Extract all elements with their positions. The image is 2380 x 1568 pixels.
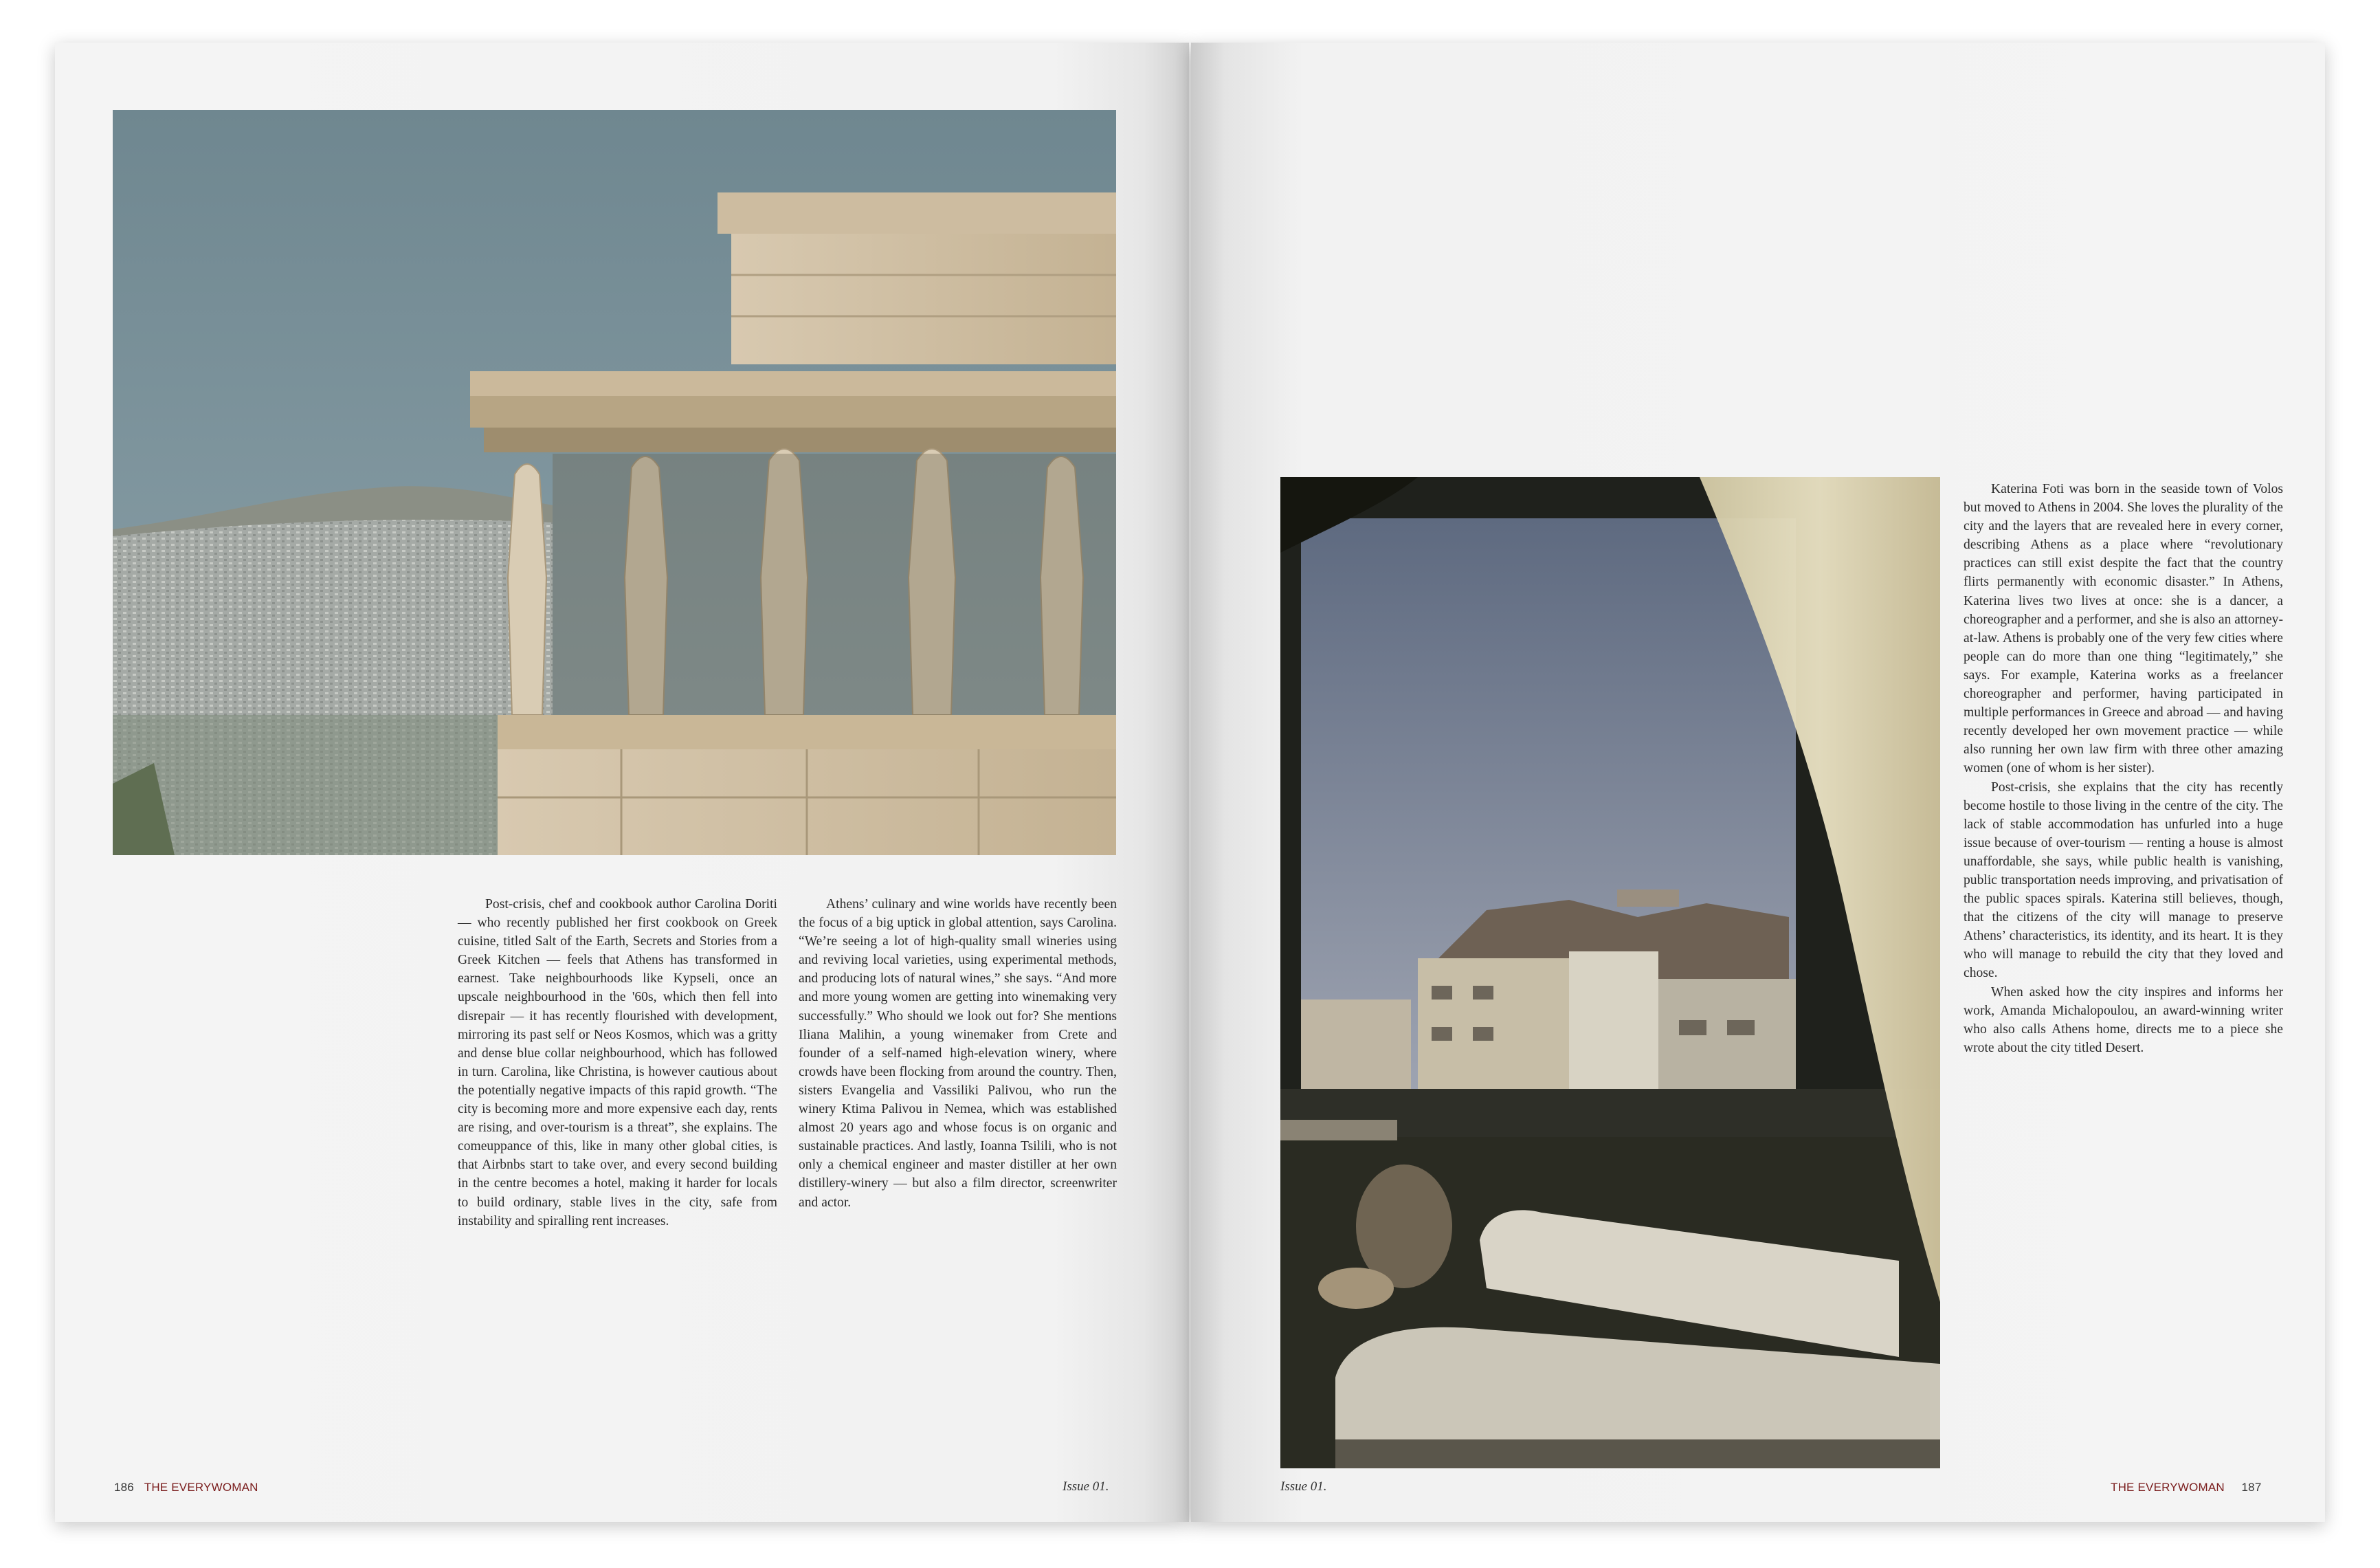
magazine-brand: THE EVERYWOMAN <box>144 1481 258 1494</box>
paragraph: Athens’ culinary and wine worlds have recently been the focus of a big uptick in global attention, says Carolina. “We’re seeing a lot of high-quality small wineries using and reviving local varieties, using experimental methods, and producing lots of natural wines,” she says. “And more and more young women are getting into winemaking very successfully.” Who should we look out for? She mentions Iliana Malihin, a young winemaker from Crete and founder of a self-named high-elevation winery, where crowds have been flocking from around the country. Then, sisters Evangelia and Vassiliki Palivou, who run the winery Ktima Palivou in Nemea, which was established almost 20 years ago and whose focus is on organic and sustainable practices. And lastly, Ioanna Tsilili, who is not only a chemical engineer and master distiller at her own distillery-winery — but also a film director, screenwriter and actor. <box>799 897 1117 1210</box>
paragraph: Post-crisis, she explains that the city has recently become hostile to those living in the centre of the city. The lack of stable accommodation has unfurled into a huge issue because of over-tourism — renting a house is almost unaffordable, she says, while public health is vanishing, public transportation needs improving, and privatisation of the public spaces spirals. Katerina still believes, though, that the citizens of the city will manage to preserve Athens’ characteristics, its identity, and its heart. It is they who will manage to rebuild the city that they loved and chose. <box>1964 780 2283 981</box>
paragraph: Post-crisis, chef and cookbook author Carolina Doriti — who recently published her first cookbook on Greek cuisine, titled Salt of the Earth, Secrets and Stories from a Greek Kitchen — feels that Athens has transformed in earnest. Take neighbourhoods like Kypseli, once an upscale neighbourhood in the '60s, which then fell into disrepair — it has recently flourished with development, mirroring its past self or Neos Kosmos, which was a gritty and dense blue collar neighbourhood, which has followed in turn. Carolina, like Christina, is however cautious about the potentially negative impacts of this rapid growth. “The city is becoming more and more expensive each day, rents are rising, and over-tourism is a threat”, she explains. The comeuppance of this, like in many other global cities, is that Airbnbs start to take over, and every second building in the centre becomes a hotel, making it harder for locals to build ordinary, stable lives in the city, safe from instability and spiralling rent increases. <box>458 897 777 1228</box>
paragraph: Katerina Foti was born in the seaside town of Volos but moved to Athens in 2004. She loves the plurality of the city and the layers that are revealed here in every corner, describing Athens as a place where “revolutionary practices can still exist despite the fact that the country flirts permanently with economic disaster.” In Athens, Katerina lives two lives at once: she is a dancer, a choreographer and a performer, and she is also an attorney-at-law. Athens is probably one of the very few cities where people can do more than one thing “legitimately,” she says. For example, Katerina works as a freelancer choreographer and performer, having participated in multiple performances in Greece and abroad — and having recently developed her own movement practice — while also running her own law firm with three other amazing women (one of whom is her sister). <box>1964 482 2283 776</box>
page-footer-left <box>114 1481 258 1494</box>
right-page <box>1191 43 2325 1522</box>
page-number: 187 <box>2241 1481 2262 1494</box>
magazine-brand: THE EVERYWOMAN <box>2111 1481 2225 1494</box>
left-column-2 <box>799 895 1117 1212</box>
page-footer-right <box>2111 1481 2262 1494</box>
left-column-1 <box>458 895 777 1230</box>
right-column <box>1964 480 2283 1057</box>
page-number: 186 <box>114 1481 134 1494</box>
caryatids-photo <box>113 110 1116 855</box>
window-view-photo <box>1280 477 1940 1468</box>
issue-label: Issue 01. <box>1063 1479 1109 1494</box>
left-page <box>55 43 1189 1522</box>
paragraph: When asked how the city inspires and informs her work, Amanda Michalopoulou, an award-winning writer who also calls Athens home, directs me to a piece she wrote about the city titled Desert. <box>1964 984 2283 1055</box>
issue-label: Issue 01. <box>1280 1479 1327 1494</box>
